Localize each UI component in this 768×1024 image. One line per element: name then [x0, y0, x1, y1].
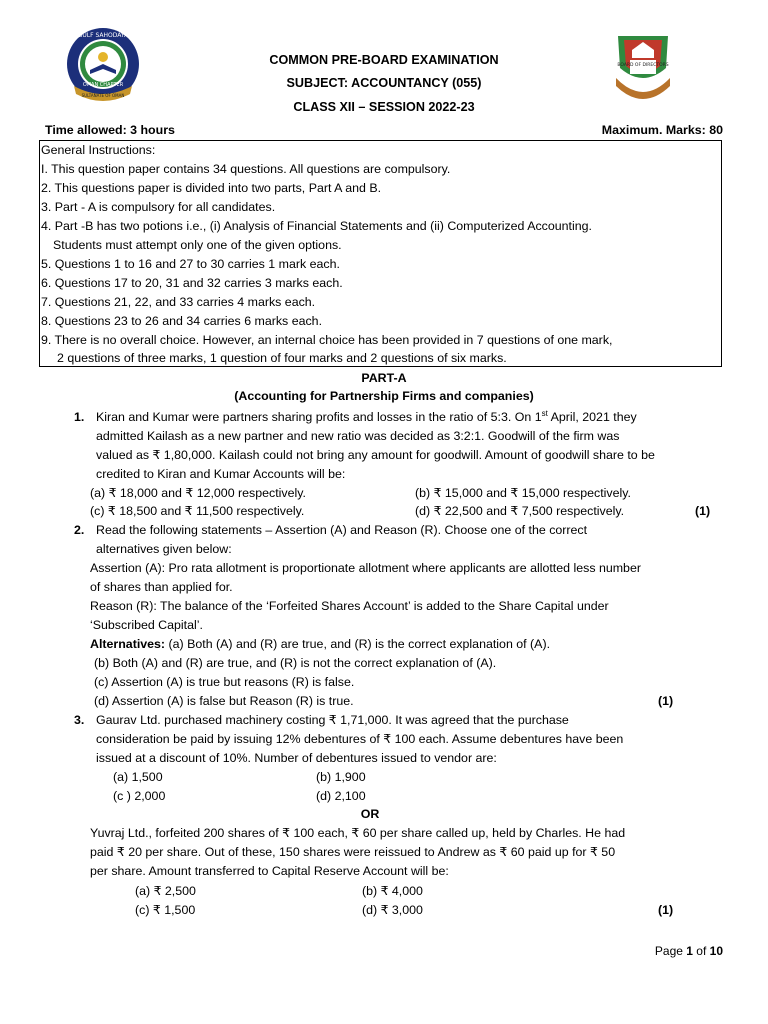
instruction-item: 2. This questions paper is divided into two parts, Part A and B.: [41, 181, 382, 195]
q1-option-b: (b) ₹ 15,000 and ₹ 15,000 respectively.: [415, 486, 631, 500]
q3-alt-option-c: (c) ₹ 1,500: [135, 903, 196, 917]
or-divider: OR: [360, 807, 380, 821]
exam-title: COMMON PRE-BOARD EXAMINATION: [269, 53, 499, 67]
q3-option-b: (b) 1,900: [316, 770, 366, 784]
instruction-item: 8. Questions 23 to 26 and 34 carries 6 marks each.: [41, 314, 323, 328]
logo-bottom-text: OMAN CHAPTER: [82, 82, 124, 88]
instruction-item: 6. Questions 17 to 20, 31 and 32 carries 3 marks each.: [41, 276, 343, 290]
q2-alt-c: (c) Assertion (A) is true but reasons (R) is false.: [94, 675, 355, 689]
instruction-item: 4. Part -B has two potions i.e., (i) Analysis of Financial Statements and (ii) Computerized Accounting.: [41, 219, 592, 233]
q2-line: of shares than applied for.: [90, 580, 233, 594]
q3-alt-option-d: (d) ₹ 3,000: [362, 903, 423, 917]
part-subtitle: (Accounting for Partnership Firms and companies): [234, 389, 534, 403]
q3-alt-option-b: (b) ₹ 4,000: [362, 884, 423, 898]
part-title: PART-A: [361, 371, 407, 385]
q2-line: Read the following statements – Assertion (A) and Reason (R). Choose one of the correct: [96, 523, 588, 537]
logo-ribbon-text: SULTANATE OF OMAN: [81, 93, 125, 98]
q3-option-a: (a) 1,500: [113, 770, 163, 784]
q1-option-d: (d) ₹ 22,500 and ₹ 7,500 respectively.: [415, 504, 625, 518]
q3-marks: (1): [658, 903, 674, 917]
question-number: 2.: [74, 523, 85, 537]
q1-line: admitted Kailash as a new partner and new ratio was decided as 3:2:1. Goodwill of the firm was: [96, 429, 620, 443]
q2-line: ‘Subscribed Capital’.: [90, 618, 203, 632]
q3-alt-line: paid ₹ 20 per share. Out of these, 150 shares were reissued to Andrew as ₹ 60 paid up for ₹ 50: [90, 845, 616, 859]
q2-alternatives: Alternatives: (a) Both (A) and (R) are true, and (R) is the correct explanation of (A).: [90, 637, 551, 651]
page-number: Page 1 of 10: [654, 944, 723, 958]
q3-option-c: (c ) 2,000: [113, 789, 166, 803]
q2-alt-b: (b) Both (A) and (R) are true, and (R) is not the correct explanation of (A).: [94, 656, 497, 670]
q2-line: Assertion (A): Pro rata allotment is proportionate allotment where applicants are allotted less number: [90, 561, 641, 575]
q3-line: issued at a discount of 10%. Number of debentures issued to vendor are:: [96, 751, 497, 765]
q3-alt-line: per share. Amount transferred to Capital Reserve Account will be:: [90, 864, 449, 878]
q1-line: Kiran and Kumar were partners sharing profits and losses in the ratio of 5:3. On 1st April, 2021 they: [96, 408, 637, 424]
class-session: CLASS XII – SESSION 2022-23: [293, 100, 475, 114]
instructions-box: [39, 140, 722, 367]
instruction-item: 9. There is no overall choice. However, an internal choice has been provided in 7 questions of one mark,: [41, 333, 613, 347]
question-number: 1.: [74, 410, 85, 424]
instruction-item: 3. Part - A is compulsory for all candidates.: [41, 200, 276, 214]
instruction-item: Students must attempt only one of the given options.: [53, 238, 342, 252]
q2-marks: (1): [658, 694, 674, 708]
time-allowed: Time allowed: 3 hours: [45, 123, 175, 137]
q2-line: Reason (R): The balance of the ‘Forfeited Shares Account’ is added to the Share Capital under: [90, 599, 609, 613]
instruction-item: 7. Questions 21, 22, and 33 carries 4 marks each.: [41, 295, 316, 309]
q3-alt-line: Yuvraj Ltd., forfeited 200 shares of ₹ 100 each, ₹ 60 per share called up, held by Charles. He had: [90, 826, 626, 840]
q1-option-a: (a) ₹ 18,000 and ₹ 12,000 respectively.: [90, 486, 306, 500]
max-marks: Maximum. Marks: 80: [601, 123, 723, 137]
gulf-sahodaya-logo: [60, 24, 146, 110]
logo-top-text: GULF SAHODAYA: [77, 32, 129, 39]
q3-line: consideration be paid by issuing 12% debentures of ₹ 100 each. Assume debentures have been: [96, 732, 624, 746]
instruction-item: I. This question paper contains 34 questions. All questions are compulsory.: [41, 162, 451, 176]
q3-alt-option-a: (a) ₹ 2,500: [135, 884, 196, 898]
instruction-item: 2 questions of three marks, 1 question of four marks and 2 questions of six marks.: [57, 351, 507, 365]
q3-option-d: (d) 2,100: [316, 789, 366, 803]
instructions-heading: General Instructions:: [41, 143, 156, 157]
q1-marks: (1): [695, 504, 711, 518]
question-number: 3.: [74, 713, 85, 727]
q2-line: alternatives given below:: [96, 542, 232, 556]
right-logo-text: BOARD OF DIRECTORS: [617, 63, 669, 68]
subject-title: SUBJECT: ACCOUNTANCY (055): [286, 76, 482, 90]
q2-alt-d: (d) Assertion (A) is false but Reason (R) is true.: [94, 694, 354, 708]
instruction-item: 5. Questions 1 to 16 and 27 to 30 carries 1 mark each.: [41, 257, 340, 271]
q1-line: valued as ₹ 1,80,000. Kailash could not bring any amount for goodwill. Amount of goodwill share to be: [96, 448, 655, 462]
q3-line: Gaurav Ltd. purchased machinery costing ₹ 1,71,000. It was agreed that the purchase: [96, 713, 569, 727]
q1-option-c: (c) ₹ 18,500 and ₹ 11,500 respectively.: [90, 504, 305, 518]
q1-line: credited to Kiran and Kumar Accounts will be:: [96, 467, 346, 481]
